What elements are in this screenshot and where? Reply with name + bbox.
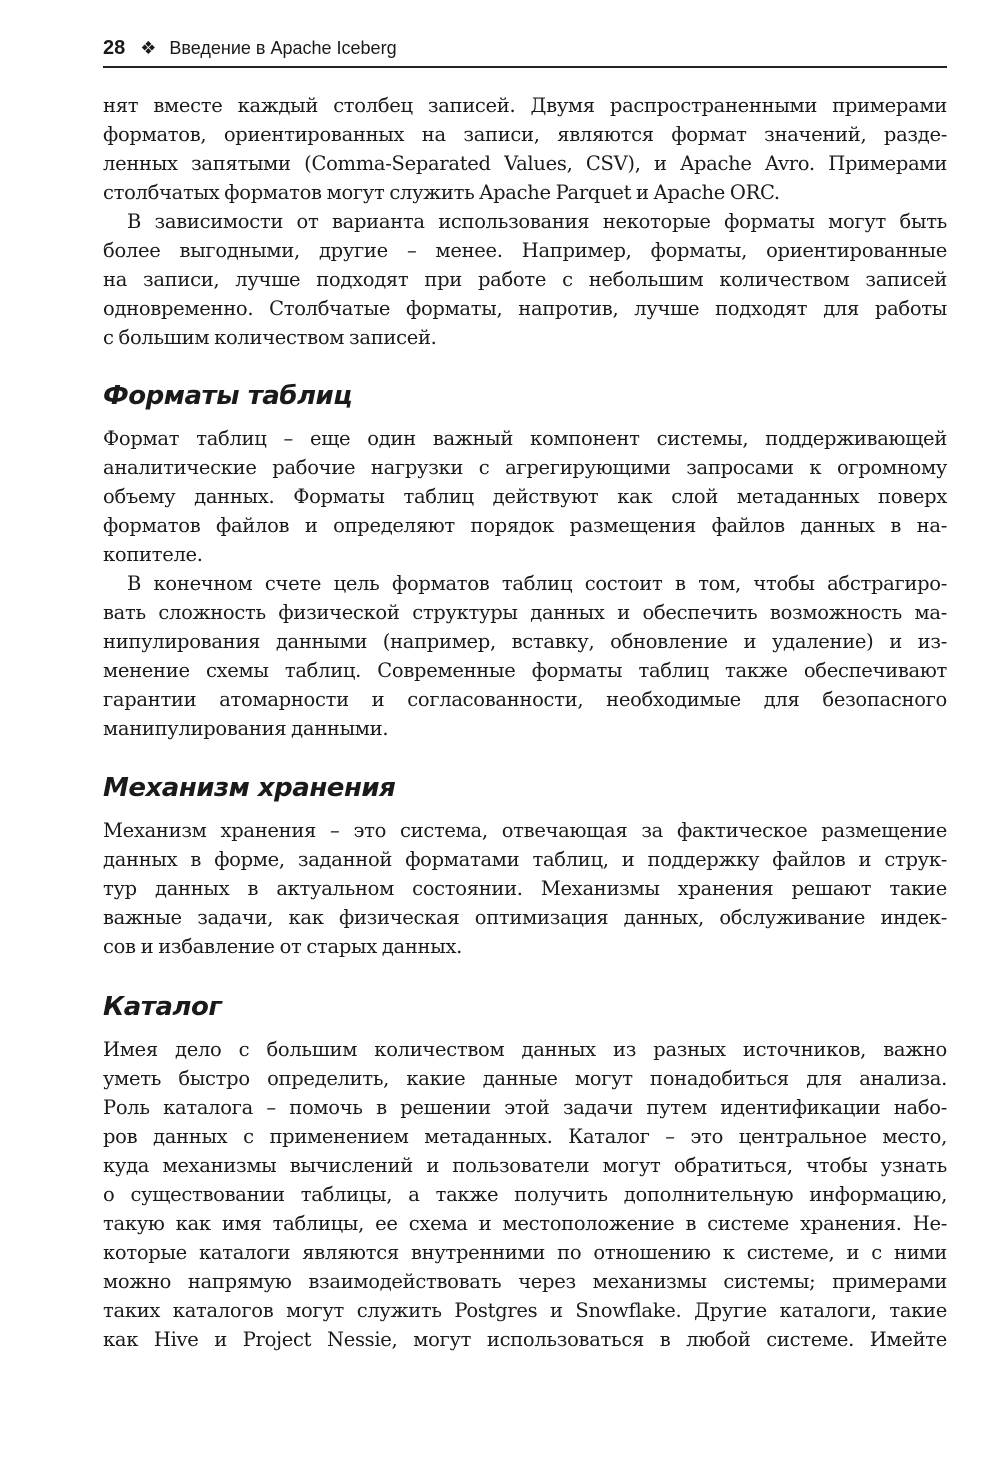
text-line: уметь быстро определить, какие данные могут понадобиться для анализа.	[103, 1067, 947, 1090]
text-line: таких каталогов могут служить Postgres и Snowflake. Другие каталоги, такие	[103, 1299, 947, 1322]
page-header	[103, 34, 947, 68]
text-line: сов и избавление от старых данных.	[103, 935, 463, 958]
text-line: о существовании таблицы, а также получить дополнительную информацию,	[103, 1183, 947, 1206]
text-line: менение схемы таблиц. Современные форматы таблиц также обеспечивают	[103, 659, 947, 682]
text-line: важные задачи, как физическая оптимизация данных, обслуживание индек-	[103, 906, 947, 929]
text-line: объему данных. Форматы таблиц действуют как слой метаданных поверх	[103, 485, 947, 508]
text-line: ленных запятыми (Comma-Separated Values, CSV), и Apache Avro. Примерами	[103, 152, 947, 175]
ornament-icon: ❖	[140, 38, 157, 58]
text-line: Механизм хранения – это система, отвечающая за фактическое размещение	[103, 819, 947, 842]
text-line: ров данных с применением метаданных. Каталог – это центральное место,	[103, 1125, 947, 1148]
page-number: 28	[103, 37, 126, 59]
text-line: В зависимости от варианта использования некоторые форматы могут быть	[127, 210, 947, 233]
text-line: более выгодными, другие – менее. Например, форматы, ориентированные	[103, 239, 947, 262]
text-line: которые каталоги являются внутренними по отношению к системе, и с ними	[103, 1241, 947, 1264]
section-heading-storage-engine: Механизм хранения	[103, 773, 396, 803]
text-line: нипулирования данными (например, вставку, обновление и удаление) и из-	[103, 630, 947, 653]
text-line: копителе.	[103, 543, 203, 566]
text-line: данных в форме, заданной форматами таблиц, и поддержку файлов и струк-	[103, 848, 947, 871]
text-line: форматов файлов и определяют порядок размещения файлов данных в на-	[103, 514, 947, 537]
text-line: куда механизмы вычислений и пользователи могут обратиться, чтобы узнать	[103, 1154, 947, 1177]
text-line: с большим количеством записей.	[103, 326, 437, 349]
text-line: такую как имя таблицы, ее схема и местоположение в системе хранения. Не-	[103, 1212, 947, 1235]
text-line: одновременно. Столбчатые форматы, напротив, лучше подходят для работы	[103, 297, 947, 320]
section-heading-table-formats: Форматы таблиц	[103, 381, 352, 411]
text-line: как Hive и Project Nessie, могут использоваться в любой системе. Имейте	[103, 1328, 947, 1351]
text-line: столбчатых форматов могут служить Apache Parquet и Apache ORC.	[103, 181, 780, 204]
text-line: можно напрямую взаимодействовать через механизмы системы; примерами	[103, 1270, 947, 1293]
text-line: нят вместе каждый столбец записей. Двумя распространенными примерами	[103, 94, 947, 117]
text-line: гарантии атомарности и согласованности, необходимые для безопасного	[103, 688, 947, 711]
text-line: Роль каталога – помочь в решении этой задачи путем идентификации набо-	[103, 1096, 947, 1119]
text-line: В конечном счете цель форматов таблиц состоит в том, чтобы абстрагиро-	[127, 572, 947, 595]
text-line: вать сложность физической структуры данных и обеспечить возможность ма-	[103, 601, 947, 624]
text-line: аналитические рабочие нагрузки с агрегирующими запросами к огромному	[103, 456, 947, 479]
text-line: тур данных в актуальном состоянии. Механизмы хранения решают такие	[103, 877, 947, 900]
text-line: манипулирования данными.	[103, 717, 389, 740]
text-line: форматов, ориентированных на записи, являются формат значений, разде-	[103, 123, 947, 146]
text-line: на записи, лучше подходят при работе с небольшим количеством записей	[103, 268, 947, 291]
running-header-title: Введение в Apache Iceberg	[169, 38, 397, 58]
section-heading-catalog: Каталог	[103, 992, 222, 1022]
text-line: Имея дело с большим количеством данных из разных источников, важно	[103, 1038, 947, 1061]
text-line: Формат таблиц – еще один важный компонент системы, поддерживающей	[103, 427, 947, 450]
